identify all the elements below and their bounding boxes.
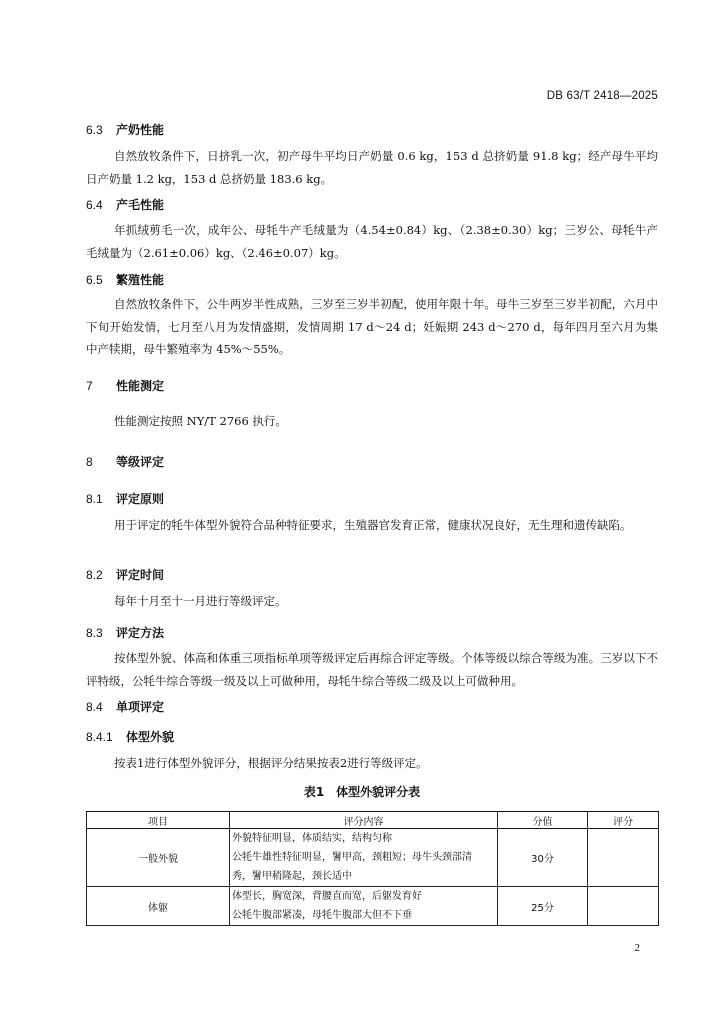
section-title: 等级评定	[116, 455, 165, 469]
section-number: 8	[86, 455, 93, 469]
item-cell: 一般外貌	[87, 829, 230, 887]
section-number: 8.4	[86, 700, 103, 714]
item-cell: 体躯	[87, 887, 230, 926]
heading-8-1	[86, 490, 164, 507]
paragraph-milk-performance: 自然放牧条件下，日挤乳一次，初产母牛平均日产奶量 0.6 kg，153 d 总挤奶量 91.8 kg；经产母牛平均日产奶量 1.2 kg，153 d 总挤奶量 183.6 kg。	[86, 149, 658, 186]
heading-8-4	[86, 698, 164, 715]
section-title: 产奶性能	[116, 123, 165, 137]
section-number: 6.5	[86, 273, 103, 287]
section-title: 繁殖性能	[116, 273, 165, 287]
heading-8-4-1	[86, 728, 174, 745]
section-number: 7	[86, 379, 93, 393]
section-number: 6.4	[86, 198, 103, 212]
content-line: 体型长，胸宽深，背腰直而宽，后躯发育好	[232, 891, 422, 902]
section-number: 8.4.1	[86, 730, 113, 744]
score-cell: 25分	[498, 887, 588, 926]
section-title: 产毛性能	[116, 198, 165, 212]
paragraph-evaluation-method: 按体型外貌、体高和体重三项指标单项等级评定后再综合评定等级。个体等级以综合等级为准。三岁以下不评特级，公牦牛综合等级一级及以上可做种用，母牦牛综合等级二级及以上可做种用。	[86, 651, 658, 688]
rating-cell	[588, 829, 659, 887]
section-title: 评定方法	[116, 626, 165, 640]
section-title: 体型外貌	[126, 730, 175, 744]
table-title: 表1 体型外貌评分表	[303, 785, 421, 799]
section-number: 8.3	[86, 626, 103, 640]
paragraph-wool-performance: 年抓绒剪毛一次，成年公、母牦牛产毛绒量为（4.54±0.84）kg、（2.38±0.30）kg；三岁公、母牦牛产毛绒量为（2.61±0.06）kg、（2.46±0.07）kg。	[86, 223, 658, 260]
content-line: 公牦牛雄性特征明显，鬐甲高，颈粗短；母牛头颈部清	[232, 852, 472, 863]
score-cell: 30分	[498, 829, 588, 887]
paragraph-evaluation-time: 每年十月至十一月进行等级评定。	[114, 594, 287, 608]
document-id: DB 63/T 2418—2025	[546, 90, 658, 102]
column-header-rating: 评分	[588, 812, 659, 829]
paragraph-body-appearance: 按表1进行体型外貌评分，根据评分结果按表2进行等级评定。	[114, 756, 428, 770]
column-header-score: 分值	[498, 812, 588, 829]
section-number: 6.3	[86, 123, 103, 137]
page-number: 2	[634, 942, 640, 954]
heading-8-2	[86, 566, 164, 583]
section-title: 评定原则	[116, 492, 165, 506]
content-line: 外貌特征明显，体质结实，结构匀称	[232, 833, 392, 844]
appearance-score-table	[86, 811, 659, 926]
content-cell	[230, 887, 498, 926]
heading-8-3	[86, 624, 164, 641]
section-title: 单项评定	[116, 700, 165, 714]
table-header-row	[87, 812, 659, 829]
column-header-item: 项目	[87, 812, 230, 829]
paragraph-evaluation-principle: 用于评定的牦牛体型外貌符合品种特征要求，生殖器官发育正常，健康状况良好，无生理和遗传缺陷。	[114, 518, 632, 532]
content-cell	[230, 829, 498, 887]
column-header-content: 评分内容	[230, 812, 498, 829]
rating-cell	[588, 887, 659, 926]
table-row	[87, 829, 659, 887]
section-number: 8.1	[86, 492, 103, 506]
heading-6-3	[86, 121, 164, 138]
paragraph-performance-test: 性能测定按照 NY/T 2766 执行。	[114, 414, 287, 428]
heading-6-4	[86, 196, 164, 213]
section-title: 评定时间	[116, 568, 165, 582]
content-line: 公牦牛腹部紧凑，母牦牛腹部大但不下垂	[232, 910, 412, 921]
heading-7	[86, 377, 164, 394]
heading-6-5	[86, 271, 164, 288]
content-line: 秀，鬐甲稍隆起，颈长适中	[232, 871, 352, 882]
table-row	[87, 887, 659, 926]
heading-8	[86, 453, 164, 470]
paragraph-reproduction: 自然放牧条件下，公牛两岁半性成熟，三岁至三岁半初配，使用年限十年。母牛三岁至三岁半初配，六月中下旬开始发情，七月至八月为发情盛期，发情周期 17 d～24 d；妊娠期 243 d～270 d，每年四月至六月为集中产犊期，母牛繁殖率为 45%～55%。	[86, 297, 658, 356]
section-title: 性能测定	[116, 379, 165, 393]
section-number: 8.2	[86, 568, 103, 582]
